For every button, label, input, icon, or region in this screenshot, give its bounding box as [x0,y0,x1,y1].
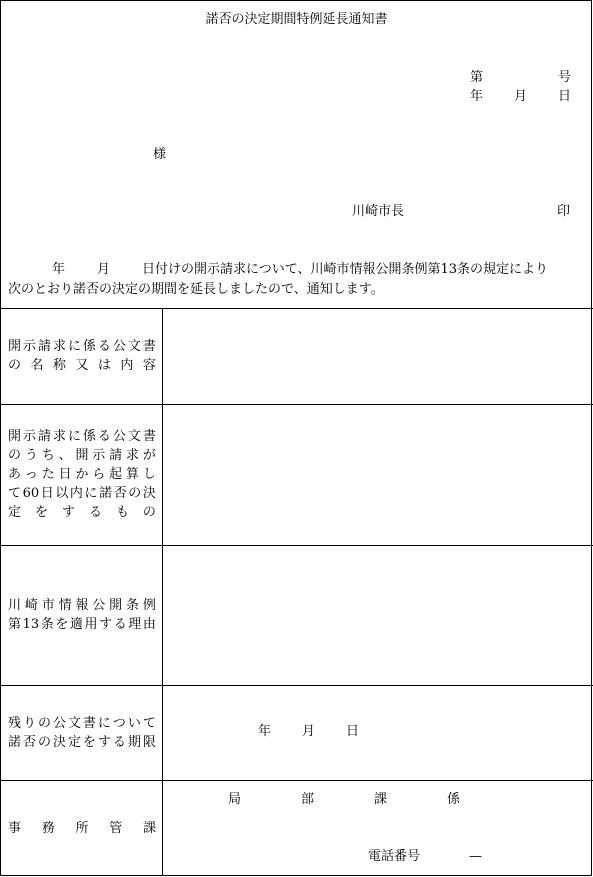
date-day: 日 [558,89,572,104]
table-top-border [0,308,593,309]
row-label-reason [8,596,156,634]
deadline-year: 年 [258,724,272,739]
date-year: 年 [470,89,484,104]
office-kakari: 係 [447,792,461,807]
document-title: 諾否の決定期間特例延長通知書 [205,12,388,27]
label-line: 開 示 請 求 に 係 る 公 文 書 [8,429,156,444]
issuer-name: 川崎市長 [352,204,405,219]
label-line: 事 務 所 管 課 [8,821,156,836]
deadline-day: 日 [346,724,360,739]
row-divider [0,685,593,686]
label-line: 開 示 請 求 に 係 る 公 文 書 [8,339,156,354]
row-label-within-60-days [8,427,156,522]
body-line2: 次のとおり諾否の決定の期間を延長しましたので、通知します。 [8,282,384,297]
body-line1: 日付けの開示請求について、川崎市情報公開条例第13条の規定により [142,262,549,277]
seal-mark: 印 [557,204,571,219]
date-month: 月 [514,89,528,104]
label-line: て 60 日 以 内 に 諾 否 の 決 [8,486,156,501]
phone-dash: — [469,849,482,864]
number-suffix: 号 [558,70,572,85]
label-line: 第 13 条 を 適 用 す る 理 由 [8,617,156,632]
label-line: 定 を す る も の [8,505,156,520]
row-label-office [8,819,156,838]
phone-label: 電話番号 [368,849,421,864]
body-month: 月 [97,262,111,277]
column-divider [162,308,163,876]
row-divider [0,545,593,546]
body-year: 年 [52,262,66,277]
office-kyoku: 局 [228,792,242,807]
addressee-suffix: 様 [153,147,167,162]
label-line: の う ち 、 開 示 請 求 が [8,448,156,463]
label-line: の 名 称 又 は 内 容 [8,358,156,373]
row-divider [0,404,593,405]
office-ka: 課 [374,792,388,807]
row-label-document-name [8,337,156,375]
number-prefix: 第 [470,70,484,85]
label-line: あ っ た 日 か ら 起 算 し [8,467,156,482]
row-divider [0,780,593,781]
label-line: 諾 否 の 決 定 を す る 期 限 [8,735,156,750]
office-bu: 部 [301,792,315,807]
row-label-deadline [8,714,156,752]
label-line: 残 り の 公 文 書 に つ い て [8,716,156,731]
label-line: 川 崎 市 情 報 公 開 条 例 [8,598,156,613]
deadline-month: 月 [302,724,316,739]
